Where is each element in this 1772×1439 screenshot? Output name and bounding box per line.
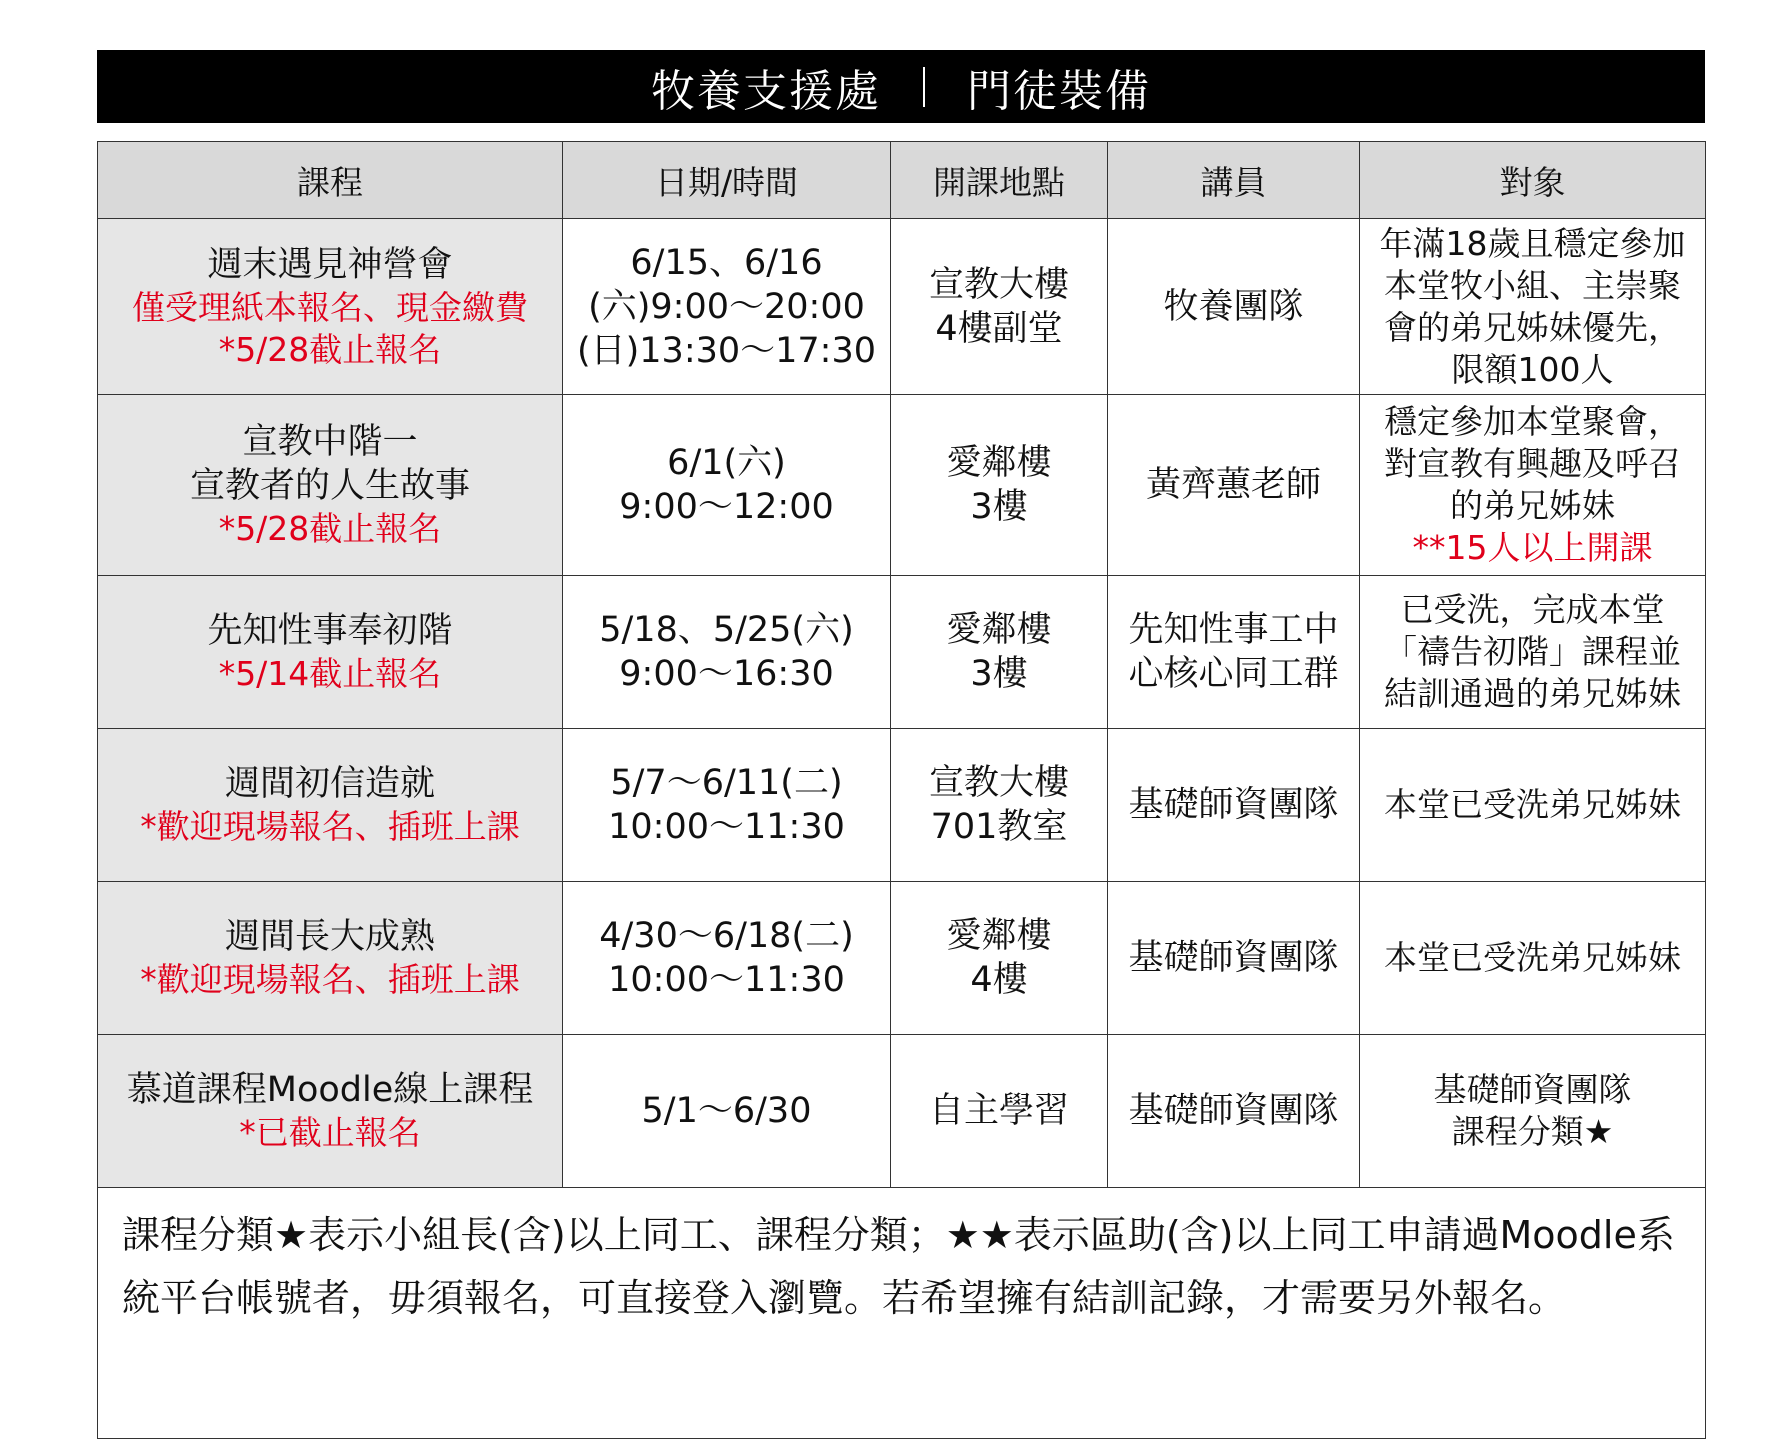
location-line: 愛鄰樓	[946, 443, 1052, 483]
table-row	[98, 576, 1706, 729]
date-line: 5/1～6/30	[641, 1091, 812, 1131]
date-line: 10:00～11:30	[608, 807, 845, 847]
date-line: 6/1(六)	[667, 443, 786, 483]
date-cell	[563, 219, 891, 395]
audience-cell	[1360, 219, 1706, 395]
location-cell	[891, 576, 1108, 729]
speaker-cell	[1108, 1035, 1360, 1188]
course-name: 週間長大成熟	[224, 917, 435, 957]
audience-line: 結訓通過的弟兄姊妹	[1384, 674, 1681, 713]
audience-line: 課程分類★	[1451, 1112, 1614, 1151]
audience-cell	[1360, 882, 1706, 1035]
location-line: 愛鄰樓	[946, 916, 1052, 956]
date-cell	[563, 576, 891, 729]
date-line: 9:00～12:00	[619, 487, 834, 527]
location-line: 701教室	[930, 807, 1068, 847]
location-line: 4樓副堂	[935, 308, 1063, 349]
location-cell	[891, 219, 1108, 395]
audience-line: 穩定參加本堂聚會，	[1384, 402, 1681, 441]
audience-line: 「禱告初階」課程並	[1384, 632, 1681, 671]
speaker-line: 心核心同工群	[1128, 654, 1339, 694]
page-title-bar	[97, 50, 1705, 123]
course-cell	[98, 395, 563, 576]
audience-line: 基礎師資團隊	[1433, 1070, 1632, 1109]
audience-line: 本堂牧小組、主崇聚	[1384, 265, 1681, 305]
location-line: 愛鄰樓	[946, 610, 1052, 650]
audience-line: 對宣教有興趣及呼召	[1384, 444, 1681, 483]
course-note: *5/14截止報名	[218, 654, 442, 693]
course-cell	[98, 1035, 563, 1188]
date-line: 10:00～11:30	[608, 960, 845, 1000]
course-cell	[98, 882, 563, 1035]
audience-line: 已受洗，完成本堂	[1400, 590, 1665, 629]
date-line: 5/7～6/11(二)	[610, 763, 843, 803]
audience-cell	[1360, 395, 1706, 576]
speaker-line: 先知性事工中	[1128, 610, 1339, 650]
speaker-line: 基礎師資團隊	[1128, 938, 1339, 978]
location-cell	[891, 729, 1108, 882]
date-line: 5/18、5/25(六)	[599, 610, 854, 650]
audience-line: 本堂已受洗弟兄姊妹	[1384, 785, 1681, 824]
location-line: 3樓	[970, 654, 1028, 694]
audience-line: 年滿18歲且穩定參加	[1379, 223, 1686, 263]
course-note: 僅受理紙本報名、現金繳費	[132, 287, 528, 327]
audience-cell	[1360, 576, 1706, 729]
location-line: 3樓	[970, 487, 1028, 527]
date-line: (日)13:30～17:30	[576, 330, 877, 371]
title-separator	[923, 67, 925, 107]
location-line: 4樓	[970, 960, 1028, 1000]
date-cell	[563, 882, 891, 1035]
table-row	[98, 1035, 1706, 1188]
course-name: 週間初信造就	[224, 764, 435, 804]
date-line: (六)9:00～20:00	[588, 286, 865, 327]
title-department: 牧養支援處	[651, 65, 881, 117]
course-note: *歡迎現場報名、插班上課	[140, 960, 520, 999]
audience-line: 限額100人	[1451, 349, 1614, 389]
column-header-audience: 對象	[1360, 142, 1706, 219]
column-header-course: 課程	[98, 142, 563, 219]
audience-cell	[1360, 729, 1706, 882]
course-schedule-table	[97, 141, 1706, 1439]
date-cell	[563, 1035, 891, 1188]
date-line: 6/15、6/16	[630, 242, 823, 283]
speaker-line: 基礎師資團隊	[1128, 785, 1339, 825]
course-note: *歡迎現場報名、插班上課	[140, 807, 520, 846]
title-section: 門徒裝備	[967, 65, 1151, 117]
footnote-row	[98, 1188, 1706, 1439]
location-line: 自主學習	[928, 1091, 1069, 1131]
course-name: 慕道課程Moodle線上課程	[126, 1070, 534, 1110]
location-cell	[891, 882, 1108, 1035]
course-subtitle: 宣教者的人生故事	[189, 466, 470, 506]
course-note: *已截止報名	[239, 1113, 421, 1152]
speaker-cell	[1108, 219, 1360, 395]
course-cell	[98, 729, 563, 882]
location-cell	[891, 1035, 1108, 1188]
date-cell	[563, 729, 891, 882]
speaker-line: 基礎師資團隊	[1128, 1091, 1339, 1131]
column-header-date: 日期/時間	[563, 142, 891, 219]
speaker-cell	[1108, 576, 1360, 729]
course-name: 宣教中階一	[242, 422, 418, 462]
course-cell	[98, 219, 563, 395]
course-note: *5/28截止報名	[218, 509, 442, 548]
audience-line: 本堂已受洗弟兄姊妹	[1384, 938, 1681, 977]
column-header-speaker: 講員	[1108, 142, 1360, 219]
location-line: 宣教大樓	[928, 763, 1069, 803]
location-cell	[891, 395, 1108, 576]
date-line: 9:00～16:30	[619, 654, 834, 694]
speaker-line: 黃齊蕙老師	[1145, 465, 1321, 505]
course-name: 先知性事奉初階	[207, 611, 453, 651]
footnote: 課程分類★表示小組長(含)以上同工、課程分類；★★表示區助(含)以上同工申請過Moodle系統平台帳號者，毋須報名，可直接登入瀏覽。若希望擁有結訓記錄，才需要另外報名。	[98, 1188, 1706, 1439]
course-note: *5/28截止報名	[218, 329, 442, 369]
audience-line: 的弟兄姊妹	[1450, 486, 1615, 525]
audience-line: 會的弟兄姊妹優先，	[1384, 307, 1681, 347]
date-cell	[563, 395, 891, 576]
speaker-cell	[1108, 882, 1360, 1035]
speaker-cell	[1108, 729, 1360, 882]
course-cell	[98, 576, 563, 729]
column-header-location: 開課地點	[891, 142, 1108, 219]
audience-cell	[1360, 1035, 1706, 1188]
table-row	[98, 219, 1706, 395]
table-row	[98, 729, 1706, 882]
table-row	[98, 395, 1706, 576]
course-name: 週末遇見神營會	[207, 244, 453, 285]
table-header-row	[98, 142, 1706, 219]
table-row	[98, 882, 1706, 1035]
date-line: 4/30～6/18(二)	[599, 916, 854, 956]
location-line: 宣教大樓	[928, 264, 1069, 305]
speaker-cell	[1108, 395, 1360, 576]
audience-note: **15人以上開課	[1412, 528, 1653, 567]
speaker-line: 牧養團隊	[1163, 286, 1304, 327]
